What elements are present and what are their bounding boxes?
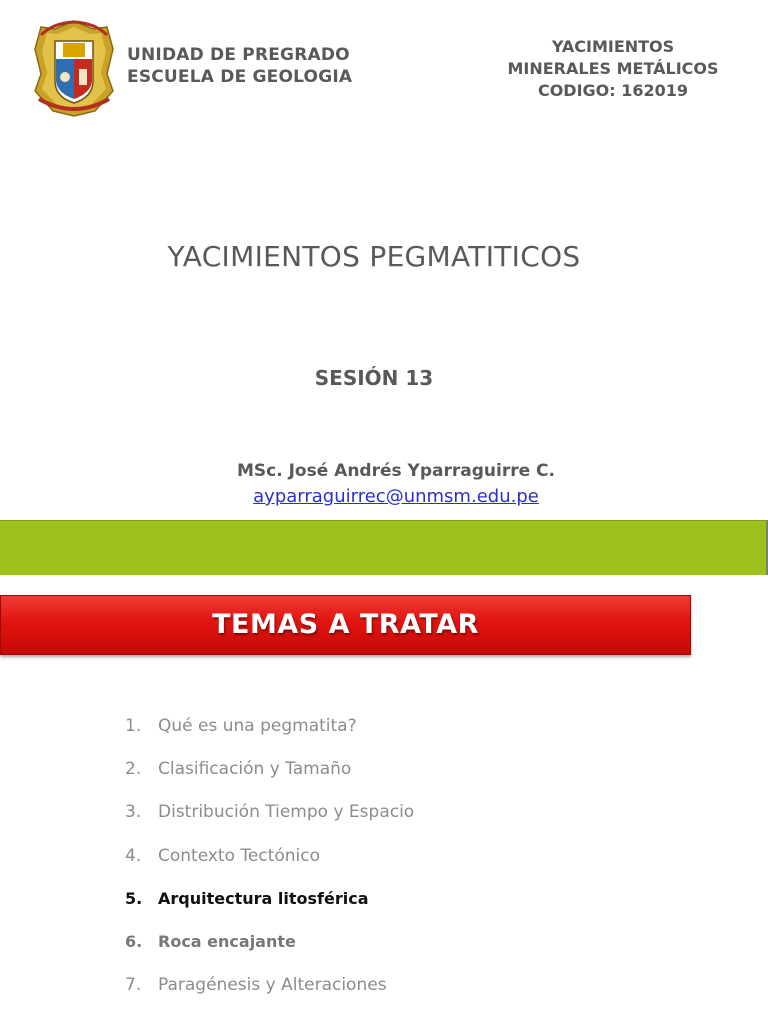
topics-list <box>125 716 414 1018</box>
item-number: 5. <box>125 888 143 908</box>
course-name-line2: MINERALES METÁLICOS <box>507 59 719 78</box>
item-label: Contexto Tectónico <box>158 845 321 866</box>
slide-divider-bar <box>0 520 768 575</box>
item-number: 7. <box>125 975 142 996</box>
topics-slide <box>0 575 768 1024</box>
item-number: 4. <box>125 845 142 866</box>
list-item-current <box>125 889 414 932</box>
faculty-unit-label: UNIDAD DE PREGRADO <box>127 45 350 65</box>
list-item <box>125 802 414 845</box>
item-number: 2. <box>125 759 142 780</box>
item-label: Qué es una pegmatita? <box>158 716 357 736</box>
item-label: Paragénesis y Alteraciones <box>158 975 387 996</box>
list-item <box>125 759 414 802</box>
item-label: Roca encajante <box>158 931 296 951</box>
course-heading <box>498 36 728 102</box>
item-number: 6. <box>125 931 143 951</box>
item-number: 3. <box>125 802 142 823</box>
topics-banner <box>0 595 691 655</box>
school-heading <box>127 44 352 88</box>
school-name-label: ESCUELA DE GEOLOGIA <box>127 67 353 87</box>
list-item <box>125 716 414 759</box>
course-code: CODIGO: 162019 <box>537 81 689 100</box>
author-name: MSc. José Andrés Yparraguirre C. <box>236 461 555 481</box>
list-item <box>125 932 414 975</box>
session-label: SESIÓN 13 <box>314 366 434 390</box>
author-email-link[interactable]: ayparraguirrec@unmsm.edu.pe <box>253 486 539 507</box>
item-number: 1. <box>125 716 142 736</box>
list-item <box>125 975 414 1018</box>
item-label: Distribución Tiempo y Espacio <box>158 802 415 823</box>
topics-title: TEMAS A TRATAR <box>212 609 479 640</box>
slide-title: YACIMIENTOS PEGMATITICOS <box>167 240 581 273</box>
item-label: Arquitectura litosférica <box>158 888 369 908</box>
item-label: Clasificación y Tamaño <box>158 759 352 780</box>
university-seal-logo <box>33 19 115 117</box>
list-item <box>125 846 414 889</box>
course-name-line1: YACIMIENTOS <box>551 37 675 56</box>
